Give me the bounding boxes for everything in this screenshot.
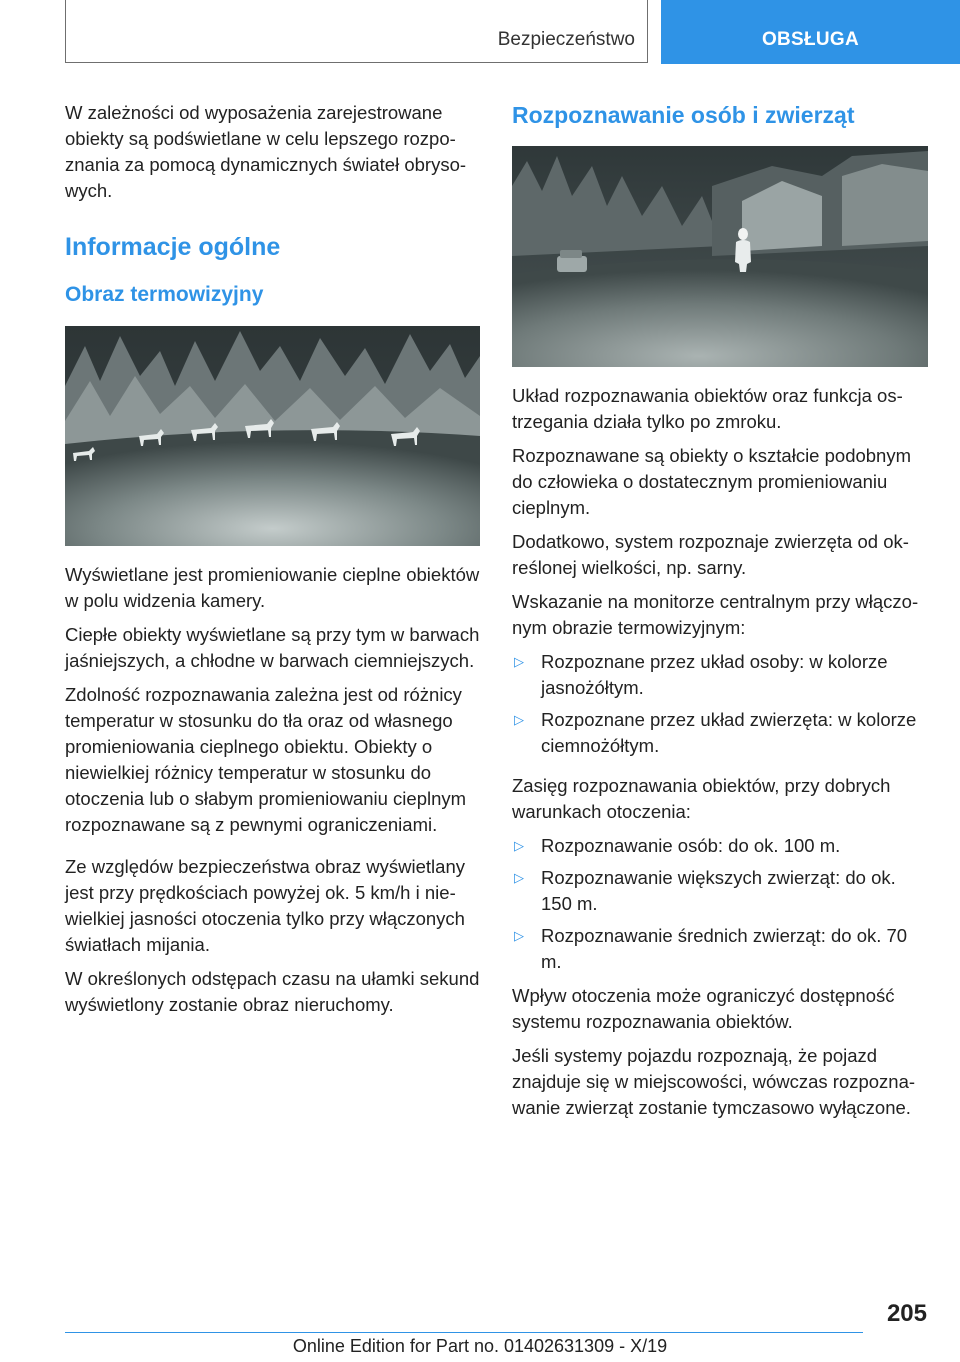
triangle-bullet-icon: ▷ [514,870,524,885]
list-item: ▷ Rozpoznawanie średnich zwierząt: do ok. 70 m. [514,925,908,972]
paragraph-2: Rozpoznawane są obiekty o kształcie podobnym do człowieka o dostatecznym promieniowaniu cieplnym. [512,445,912,518]
paragraph-6: Wpływ otoczenia może ograniczyć dostępność systemu rozpoznawania obiektów. [512,985,895,1032]
triangle-bullet-icon: ▷ [514,654,524,669]
thermal-animals-illustration [65,326,480,546]
range-list [512,833,928,975]
paragraph-4: Ze względów bezpieczeństwa obraz wyświetlany jest przy prędkościach powyżej ok. 5 km/h i niewielkiej jasności otoczenia tylko przy włączonych światłach mijania. [65,856,465,955]
thermal-image-person-figure [512,146,928,367]
list-item: ▷ Rozpoznane przez układ osoby: w kolorze jasnożółtym. [514,651,888,698]
list-item: ▷ Rozpoznawanie większych zwierząt: do ok. 150 m. [514,867,896,914]
chapter-tab-label: OBSŁUGA [761,29,860,50]
heading-person-animal-recognition: Rozpoznawanie osób i zwierząt [512,102,855,128]
list-item: ▷ Rozpoznawanie osób: do ok. 100 m. [512,833,928,859]
right-column [512,100,928,1129]
triangle-bullet-icon: ▷ [514,928,524,943]
section-title: Bezpieczeństwo [497,29,635,50]
paragraph-2: Ciepłe obiekty wyświetlane są przy tym w barwach jaśniejszych, a chłodne w barwach ciemniejszych. [65,624,480,671]
section-header-box [65,0,648,63]
page-number: 205 [886,1300,927,1327]
thermal-person-illustration [512,146,928,367]
footer-edition: Online Edition for Part no. 01402631309 - X/19 [292,1336,668,1356]
footer-divider [65,1332,863,1333]
paragraph-1: Układ rozpoznawania obiektów oraz funkcja ostrzegania działa tylko po zmroku. [512,385,903,432]
paragraph-3: Dodatkowo, system rozpoznaje zwierzęta od określonej wielkości, np. sarny. [512,531,909,578]
paragraph-1: Wyświetlane jest promieniowanie cieplne obiektów w polu widzenia kamery. [65,564,480,611]
page-header [0,0,960,66]
paragraph-5: Zasięg rozpoznawania obiektów, przy dobrych warunkach otoczenia: [512,775,891,822]
left-column [65,100,480,1026]
list-item: ▷ Rozpoznane przez układ zwierzęta: w kolorze ciemnożółtym. [514,709,917,756]
heading-general-info: Informacje ogólne [65,233,281,261]
intro-paragraph: W zależności od wyposażenia zarejestrowane obiekty są podświetlane w celu lepszego rozpoznania za pomocą dynamicznych świateł obrysowych. [65,102,467,201]
triangle-bullet-icon: ▷ [514,838,524,853]
paragraph-7: Jeśli systemy pojazdu rozpoznają, że pojazd znajduje się w miejscowości, wówczas rozpoznawanie zwierząt zostanie tymczasowo wyłączone. [512,1045,916,1118]
thermal-image-animals-figure [65,326,480,546]
paragraph-3: Zdolność rozpoznawania zależna jest od różnicy temperatur w stosunku do tła oraz od własnego promieniowania cieplnego obiektu. Obiekty o niewielkiej różnicy temperatur w stosunku do otoczenia lub o słabym promieniowaniu cieplnym rozpoznawane są z pewnymi ograniczeniami. [65,684,467,835]
paragraph-5: W określonych odstępach czasu na ułamki sekund wyświetlony zostanie obraz nieruchomy. [65,968,480,1015]
chapter-tab [661,0,960,64]
triangle-bullet-icon: ▷ [514,712,524,727]
display-color-list [512,649,928,759]
paragraph-4: Wskazanie na monitorze centralnym przy włączonym obrazie termowizyjnym: [512,591,919,638]
heading-thermal-image: Obraz termowizyjny [65,283,264,306]
